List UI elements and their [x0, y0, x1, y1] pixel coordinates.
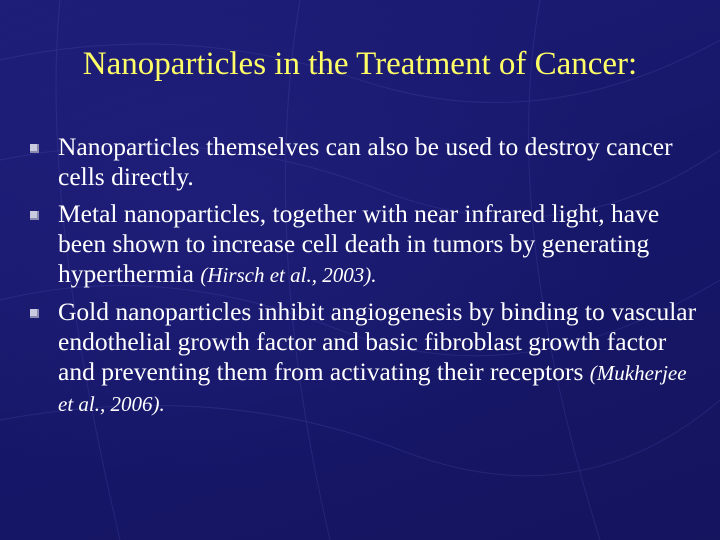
- bullet-text: Gold nanoparticles inhibit angiogenesis by binding to vascular endothelial growth factor and basic fibroblast growth factor and preventing them from activating their receptors: [58, 297, 697, 386]
- bullet-citation: (Hirsch et al., 2003).: [200, 263, 377, 287]
- slide-title: Nanoparticles in the Treatment of Cancer:: [82, 46, 638, 82]
- bullet-text: Metal nanoparticles, together with near infrared light, have been shown to increase cell death in tumors by generating hyperthermia: [58, 199, 660, 288]
- bullet-citation: (Mukherjee et al., 2006).: [58, 361, 687, 416]
- bullet-text: Nanoparticles themselves can also be used to destroy cancer cells directly.: [58, 132, 673, 191]
- bullet-item: [26, 132, 706, 192]
- bullet-item: [26, 297, 706, 419]
- square-bullet-icon: [30, 211, 39, 220]
- square-bullet-icon: [30, 144, 39, 153]
- square-bullet-icon: [30, 309, 39, 318]
- bullet-list: [26, 132, 706, 426]
- bullet-item: [26, 199, 706, 290]
